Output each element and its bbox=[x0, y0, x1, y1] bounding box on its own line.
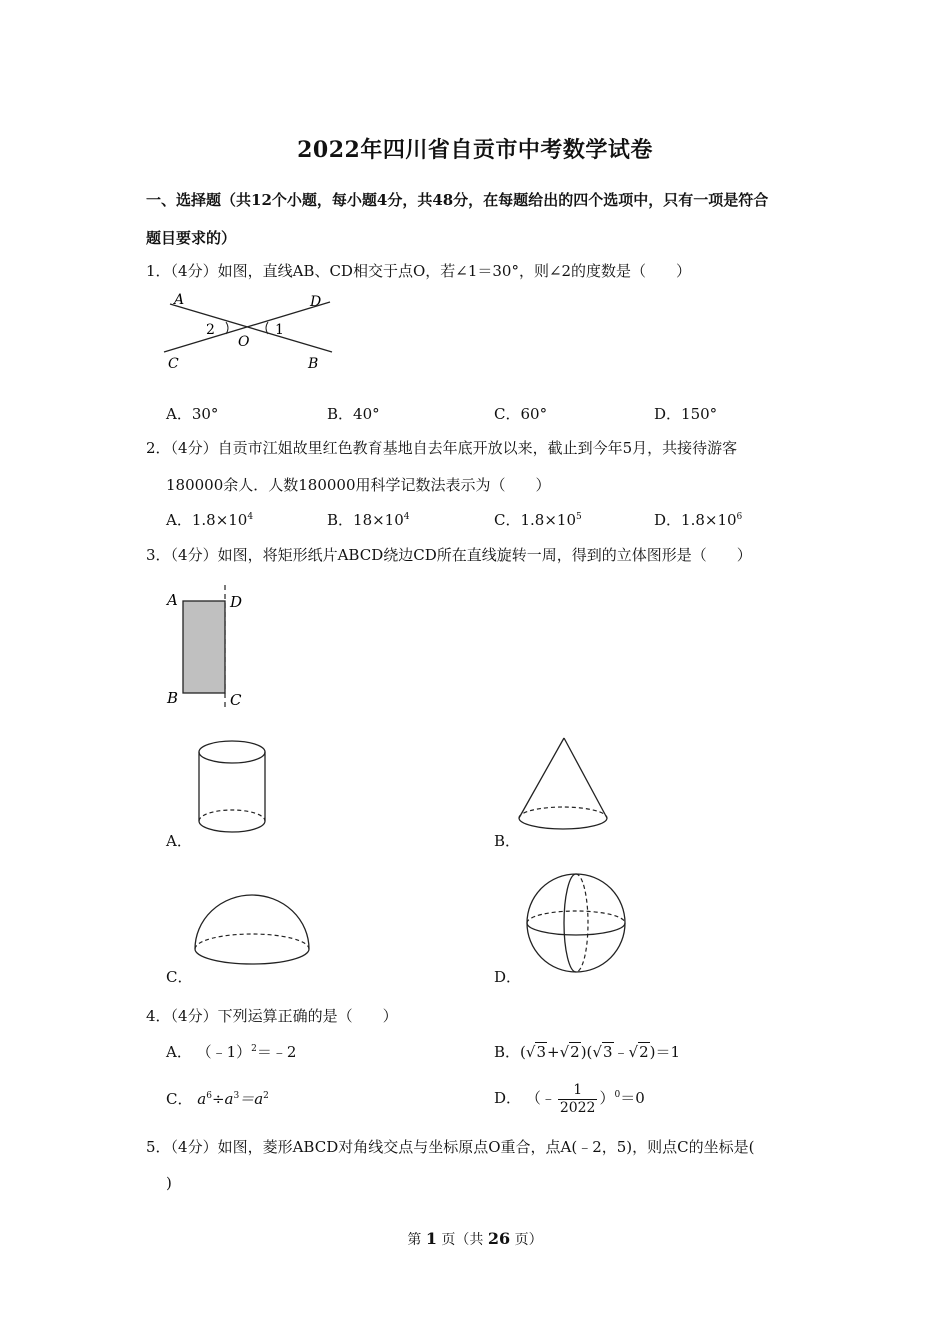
question-2-option-d: D．$1.8\times 10^6$ bbox=[654, 511, 743, 529]
section-heading-line2: 题目要求的） bbox=[146, 229, 237, 247]
question-5-stem-line2: ) bbox=[166, 1174, 172, 1192]
question-1-option-d: D．150° bbox=[654, 405, 718, 423]
label-c: C bbox=[168, 356, 179, 372]
label-angle-2: 2 bbox=[206, 322, 215, 338]
page-number: 1 bbox=[425, 1229, 437, 1248]
question-3-stem: 3．（4分）如图，将矩形纸片ABCD绕边CD所在直线旋转一周，得到的立体图形是（ ） bbox=[146, 546, 752, 564]
label-o: O bbox=[238, 334, 250, 350]
question-4-option-c: C． $a^6\div a^3=a^2$ bbox=[166, 1090, 269, 1108]
hemisphere-figure bbox=[190, 893, 314, 975]
cylinder-figure bbox=[192, 738, 272, 838]
sphere-figure bbox=[522, 870, 630, 976]
cone-figure bbox=[512, 734, 612, 834]
question-2-stem-line1: 2．（4分）自贡市江姐故里红色教育基地自去年底开放以来，截止到今年5月，共接待游客 bbox=[146, 439, 738, 457]
question-2-option-a: A．$1.8\times 10^4$ bbox=[166, 511, 254, 529]
question-3-rectangle-figure bbox=[160, 583, 260, 713]
question-2-option-b: B．$18\times 10^4$ bbox=[327, 511, 410, 529]
question-1-option-a: A．30° bbox=[166, 405, 219, 423]
label-a: A bbox=[174, 292, 185, 308]
label-angle-1: 1 bbox=[275, 322, 284, 338]
question-3-option-d: D． bbox=[494, 968, 522, 986]
question-3-option-c: C． bbox=[166, 968, 193, 986]
section-heading-line1: 一、选择题（共12个小题，每小题4分，共48分，在每题给出的四个选项中，只有一项是符合 bbox=[146, 191, 769, 209]
question-3-option-b: B． bbox=[494, 832, 521, 850]
label-b: B bbox=[167, 689, 179, 707]
page-total: 26 bbox=[487, 1229, 511, 1248]
rectangle-abcd bbox=[183, 601, 225, 693]
question-4-option-d: D． （﹣ $\frac{1}{2022}$ ）$^0$＝0 bbox=[494, 1081, 645, 1116]
question-4-stem: 4．（4分）下列运算正确的是（ ） bbox=[146, 1007, 398, 1025]
label-c: C bbox=[230, 691, 242, 709]
label-d: D bbox=[310, 294, 322, 310]
question-1-option-b: B．40° bbox=[327, 405, 380, 423]
question-1-stem: 1．（4分）如图，直线AB、CD相交于点O，若∠1＝30°，则∠2的度数是（ ） bbox=[146, 262, 692, 280]
question-4-option-a: A． （﹣1）$^2$＝﹣2 bbox=[166, 1043, 297, 1061]
page-title: 2022年四川省自贡市中考数学试卷 bbox=[297, 137, 653, 163]
question-2-option-c: C．$1.8\times 10^5$ bbox=[494, 511, 582, 529]
question-4-option-b: B．(√3+√2)(√3﹣√2)＝1 bbox=[494, 1043, 681, 1061]
label-d: D bbox=[230, 593, 243, 611]
question-1-option-c: C．60° bbox=[494, 405, 548, 423]
line-ab bbox=[170, 304, 332, 352]
page-footer: 第 1 页（共 26 页） bbox=[407, 1229, 543, 1248]
question-1-figure bbox=[160, 288, 340, 376]
label-b: B bbox=[308, 356, 319, 372]
label-a: A bbox=[167, 591, 178, 609]
question-5-stem-line1: 5．（4分）如图，菱形ABCD对角线交点与坐标原点O重合，点A(﹣2，5)，则点C的坐标是( bbox=[146, 1138, 755, 1156]
question-2-stem-line2: 180000余人．人数180000用科学记数法表示为（ ） bbox=[166, 476, 551, 494]
fraction-one-over-2022: $\frac{1}{2022}$ bbox=[559, 1081, 596, 1116]
question-3-option-a: A． bbox=[166, 832, 192, 850]
